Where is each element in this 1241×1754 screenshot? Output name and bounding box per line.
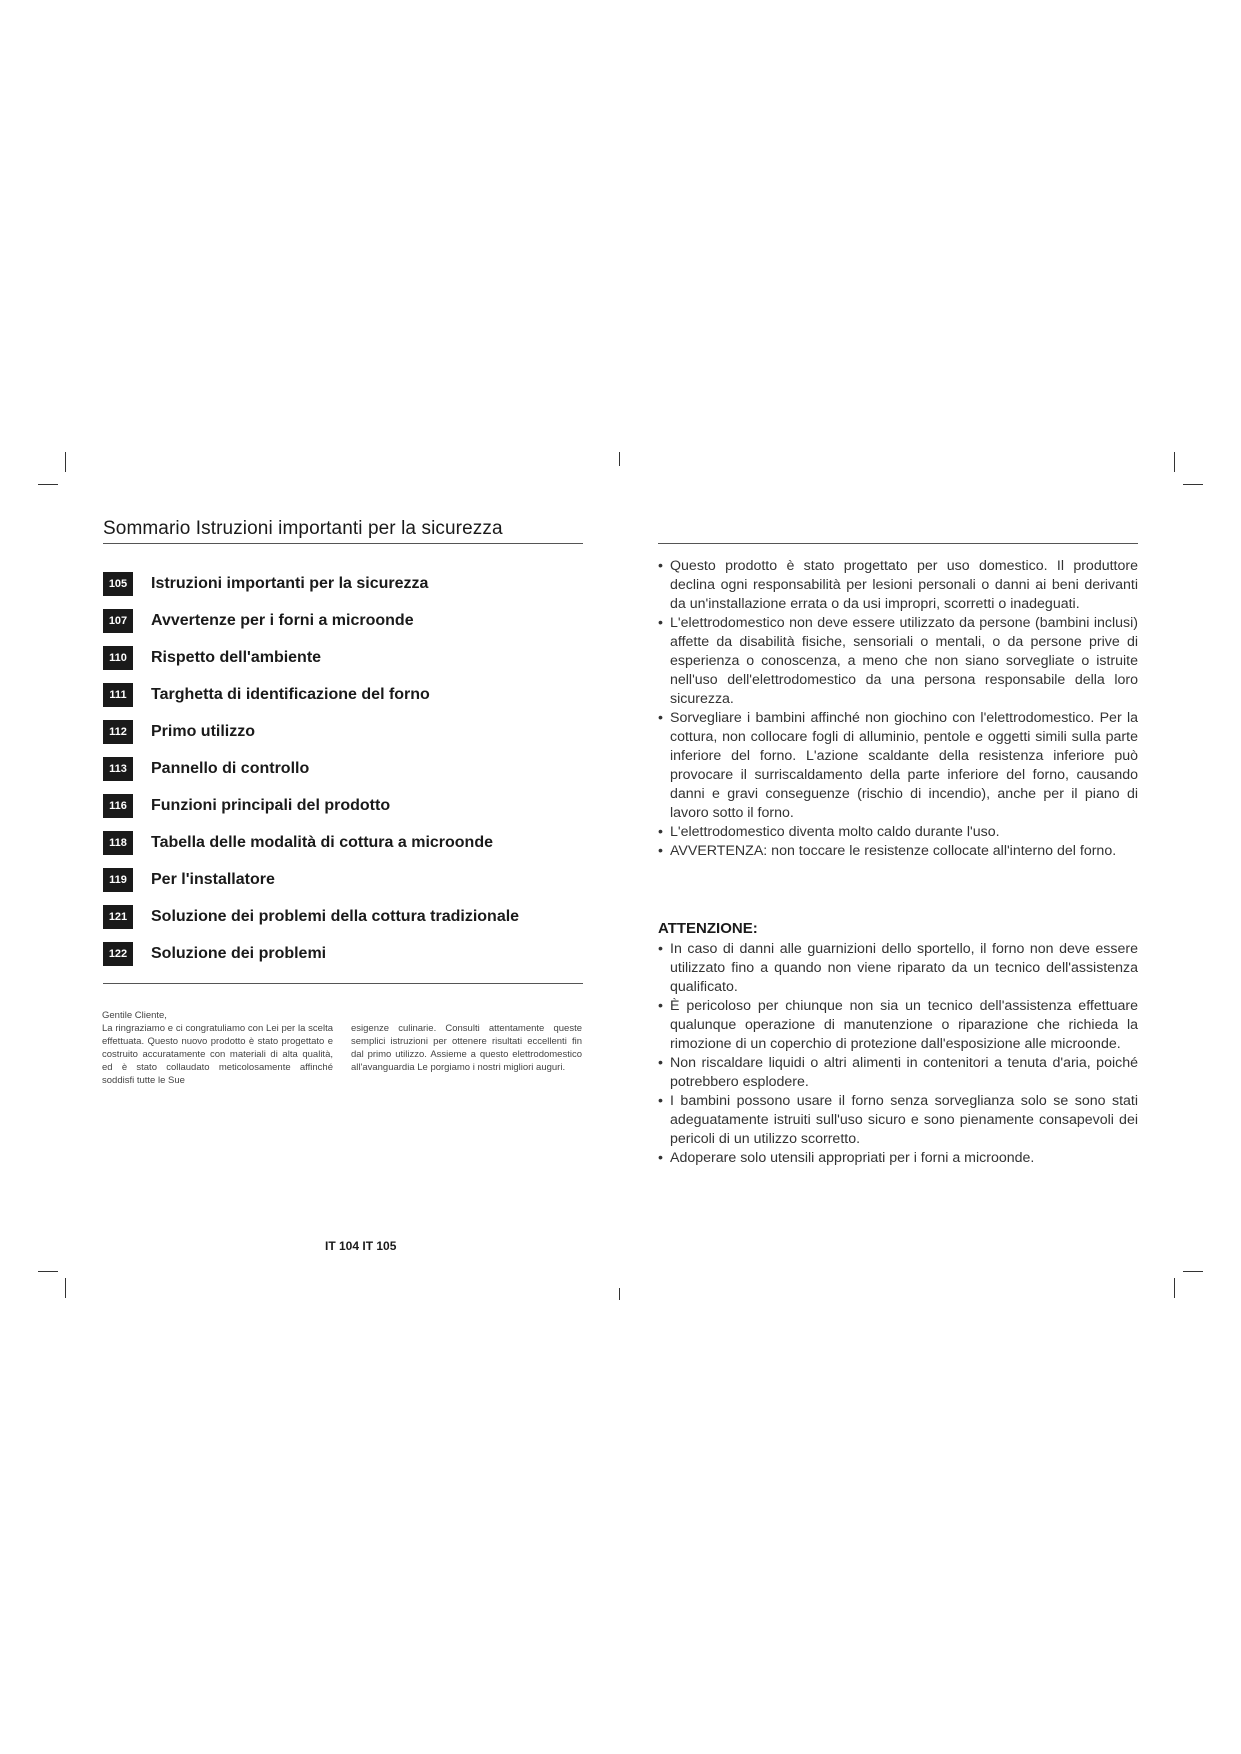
toc-item-label: Avvertenze per i forni a microonde <box>151 611 414 629</box>
crop-mark <box>38 484 58 485</box>
attention-bullet: • I bambini possono usare il forno senza sorveglianza solo se sono stati adeguatamente istruiti sull'uso sicuro e sono pienamente consapevoli dei pericoli di un utilizzo scorretto. <box>658 1092 1138 1149</box>
safety-bullet-list <box>658 557 1138 861</box>
crop-mark <box>1183 484 1203 485</box>
toc-bottom-rule <box>103 983 583 984</box>
page-badge: 107 <box>103 609 133 633</box>
intro-greeting: Gentile Cliente, <box>102 1010 167 1021</box>
toc-item[interactable] <box>103 676 583 713</box>
page-badge: 119 <box>103 868 133 892</box>
page-badge: 111 <box>103 683 133 707</box>
intro-column-1: La ringraziamo e ci congratuliamo con Lei per la scelta effettuata. Questo nuovo prodotto è stato progettato e costruito accuratamente con materiali di alta qualità, ed è stato collaudato meticolosamente affinché soddisfi tutte le Sue <box>102 1023 333 1086</box>
page-numbers: IT 104 IT 105 <box>325 1239 397 1253</box>
toc-item-label: Primo utilizzo <box>151 722 255 740</box>
toc-item-label: Rispetto dell'ambiente <box>151 648 322 666</box>
crop-mark <box>619 452 620 466</box>
toc-item[interactable] <box>103 750 583 787</box>
toc-item-label: Soluzione dei problemi della cottura tradizionale <box>151 907 520 925</box>
crop-mark <box>1183 1271 1203 1272</box>
right-top-rule <box>658 543 1138 544</box>
attention-bullet: • In caso di danni alle guarnizioni dello sportello, il forno non deve essere utilizzato fino a quando non viene riparato da un tecnico dell'assistenza qualificato. <box>658 940 1138 997</box>
toc-item-label: Soluzione dei problemi <box>151 944 327 962</box>
page-badge: 110 <box>103 646 133 670</box>
safety-bullet: • Questo prodotto è stato progettato per uso domestico. Il produttore declina ogni responsabilità per lesioni personali o danni ai beni derivanti da un'installazione errata o da usi impropri, scorretti o inadeguati. <box>658 557 1138 614</box>
page-badge: 122 <box>103 942 133 966</box>
safety-bullet: • Sorvegliare i bambini affinché non giochino con l'elettrodomestico. Per la cottura, non collocare fogli di alluminio, pentole e oggetti simili sulla parte inferiore del forno. L'azione scaldante della resistenza inferiore può provocare il surriscaldamento della parte inferiore del forno, causando danni e gravi conseguenze (rischio di incendio), anche per il piano di lavoro sotto il forno. <box>658 709 1138 823</box>
intro-columns <box>102 1022 582 1087</box>
crop-mark <box>619 1288 620 1300</box>
toc-item-label: Pannello di controllo <box>151 759 310 777</box>
toc-item[interactable] <box>103 602 583 639</box>
toc-item-label: Funzioni principali del prodotto <box>151 796 391 814</box>
crop-mark <box>65 1278 66 1298</box>
attention-heading: ATTENZIONE: <box>658 920 758 937</box>
attention-bullet: • Adoperare solo utensili appropriati per i forni a microonde. <box>658 1149 1138 1168</box>
crop-mark <box>1174 452 1175 472</box>
page-badge: 112 <box>103 720 133 744</box>
attention-bullet-list <box>658 940 1138 1168</box>
attention-bullet: • Non riscaldare liquidi o altri alimenti in contenitori a tenuta d'aria, poiché potrebbero esplodere. <box>658 1054 1138 1092</box>
toc-item-label: Targhetta di identificazione del forno <box>151 685 430 703</box>
toc-item-label: Tabella delle modalità di cottura a microonde <box>151 833 493 851</box>
toc-item[interactable] <box>103 898 583 935</box>
intro-text <box>102 1009 582 1087</box>
page-badge: 105 <box>103 572 133 596</box>
page-badge: 121 <box>103 905 133 929</box>
toc-item-label: Istruzioni importanti per la sicurezza <box>151 574 429 592</box>
safety-bullet: • L'elettrodomestico diventa molto caldo durante l'uso. <box>658 823 1138 842</box>
toc-item-label: Per l'installatore <box>151 870 275 888</box>
toc-item[interactable] <box>103 861 583 898</box>
crop-mark <box>1174 1278 1175 1298</box>
intro-column-2: esigenze culinarie. Consulti attentamente queste semplici istruzioni per ottenere risultati eccellenti fin dal primo utilizzo. Assieme a questo elettrodomestico all'avanguardia Le porgiamo i nostri migliori auguri. <box>351 1023 582 1073</box>
crop-mark <box>65 452 66 472</box>
page-badge: 116 <box>103 794 133 818</box>
toc-item[interactable] <box>103 787 583 824</box>
toc-title: Sommario Istruzioni importanti per la sicurezza <box>103 518 503 539</box>
page-badge: 118 <box>103 831 133 855</box>
toc-item[interactable] <box>103 565 583 602</box>
toc-item[interactable] <box>103 824 583 861</box>
attention-bullet: • È pericoloso per chiunque non sia un tecnico dell'assistenza effettuare qualunque operazione di manutenzione o riparazione che richieda la rimozione di un coperchio di protezione dall'esposizione alle microonde. <box>658 997 1138 1054</box>
crop-mark <box>38 1271 58 1272</box>
toc-item[interactable] <box>103 935 583 972</box>
toc-item[interactable] <box>103 713 583 750</box>
safety-bullet: • AVVERTENZA: non toccare le resistenze collocate all'interno del forno. <box>658 842 1138 861</box>
title-rule <box>103 543 583 544</box>
toc-list <box>103 565 583 972</box>
safety-bullet: • L'elettrodomestico non deve essere utilizzato da persone (bambini inclusi) affette da disabilità fisiche, sensoriali o mentali, o da persone prive di esperienza o conoscenza, a meno che non siano sorvegliate o istruite nell'uso dell'elettrodomestico da una persona responsabile della loro sicurezza. <box>658 614 1138 709</box>
toc-item[interactable] <box>103 639 583 676</box>
page-badge: 113 <box>103 757 133 781</box>
